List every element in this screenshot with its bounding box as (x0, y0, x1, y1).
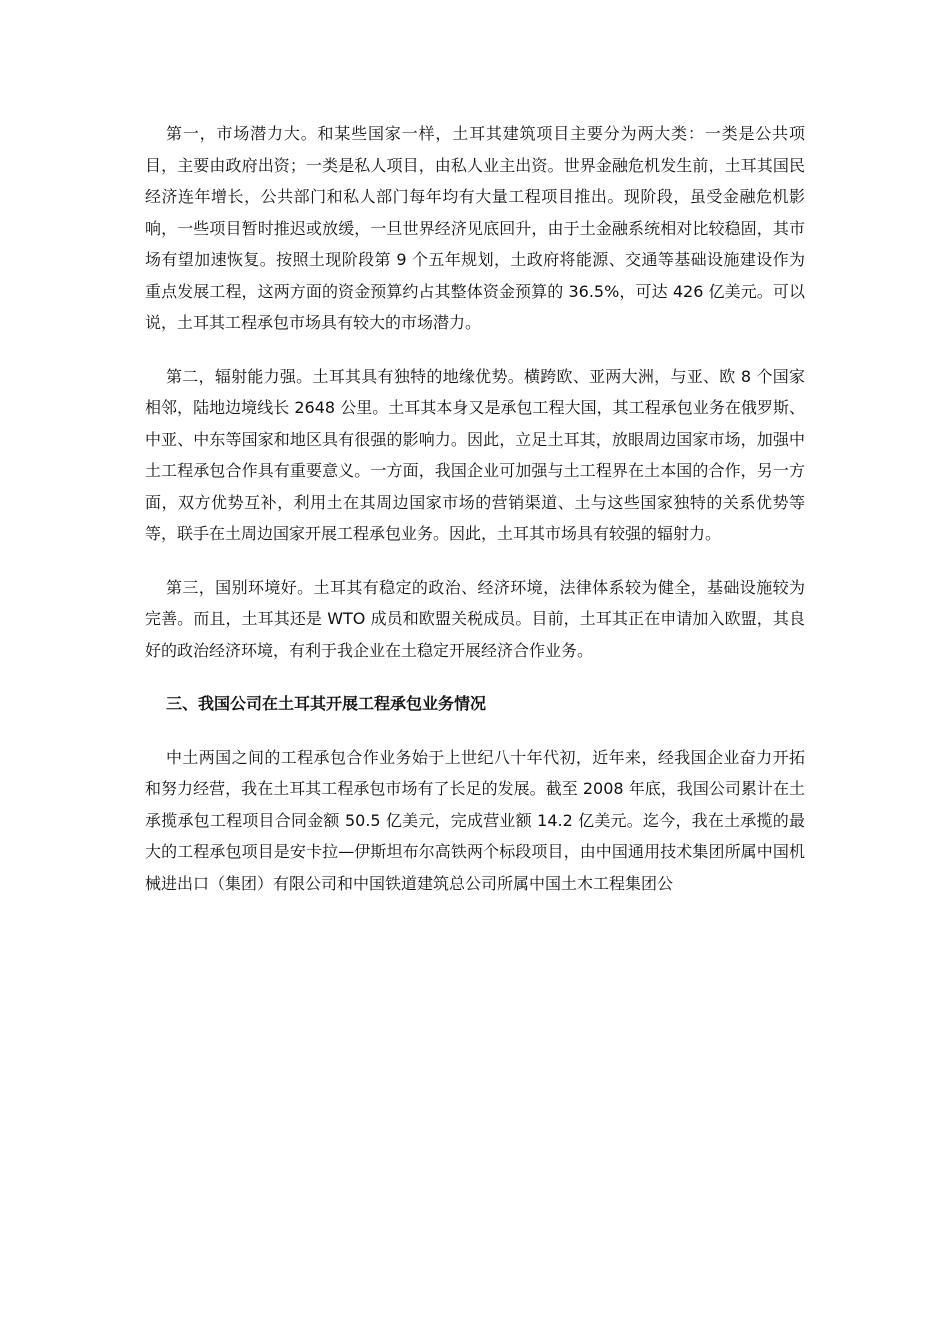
paragraph-radiation-capacity: 第二，辐射能力强。土耳其具有独特的地缘优势。横跨欧、亚两大洲，与亚、欧 8 个国家相邻，陆地边境线长 2648 公里。土耳其本身又是承包工程大国，其工程承包业务在俄罗斯、中亚、中东等国家和地区具有很强的影响力。因此，立足土耳其，放眼周边国家市场，加强中土工程承包合作具有重要意义。一方面，我国企业可加强与土工程界在土本国的合作，另一方面，双方优势互补，利用土在其周边国家市场的营销渠道、土与这些国家独特的关系优势等等，联手在土周边国家开展工程承包业务。因此，土耳其市场具有较强的辐射力。 (145, 366, 805, 543)
document-page (145, 118, 805, 921)
paragraph-market-potential: 第一，市场潜力大。和某些国家一样，土耳其建筑项目主要分为两大类：一类是公共项目，主要由政府出资；一类是私人项目，由私人业主出资。世界金融危机发生前，土耳其国民经济连年增长，公共部门和私人部门每年均有大量工程项目推出。现阶段，虽受金融危机影响，一些项目暂时推迟或放缓，一旦世界经济见底回升，由于土金融系统相对比较稳固，其市场有望加速恢复。按照土现阶段第 9 个五年规划，土政府将能源、交通等基础设施建设作为重点发展工程，这两方面的资金预算约占其整体资金预算的 36.5%，可达 426 亿美元。可以说，土耳其工程承包市场具有较大的市场潜力。 (145, 124, 805, 332)
paragraph-contracting-history: 中土两国之间的工程承包合作业务始于上世纪八十年代初，近年来，经我国企业奋力开拓和努力经营，我在土耳其工程承包市场有了长足的发展。截至 2008 年底，我国公司累计在土承揽承包工程项目合同金额 50.5 亿美元，完成营业额 14.2 亿美元。迄今，我在土承揽的最大的工程承包项目是安卡拉—伊斯坦布尔高铁两个标段项目，由中国通用技术集团所属中国机械进出口（集团）有限公司和中国铁道建筑总公司所属中国土木工程集团公 (145, 747, 805, 893)
section-heading: 三、我国公司在土耳其开展工程承包业务情况 (166, 694, 487, 713)
paragraph-country-environment: 第三，国别环境好。土耳其有稳定的政治、经济环境，法律体系较为健全，基础设施较为完善。而且，土耳其还是 WTO 成员和欧盟关税成员。目前，土耳其正在申请加入欧盟，其良好的政治经济环境，有利于我企业在土稳定开展经济合作业务。 (145, 577, 805, 660)
